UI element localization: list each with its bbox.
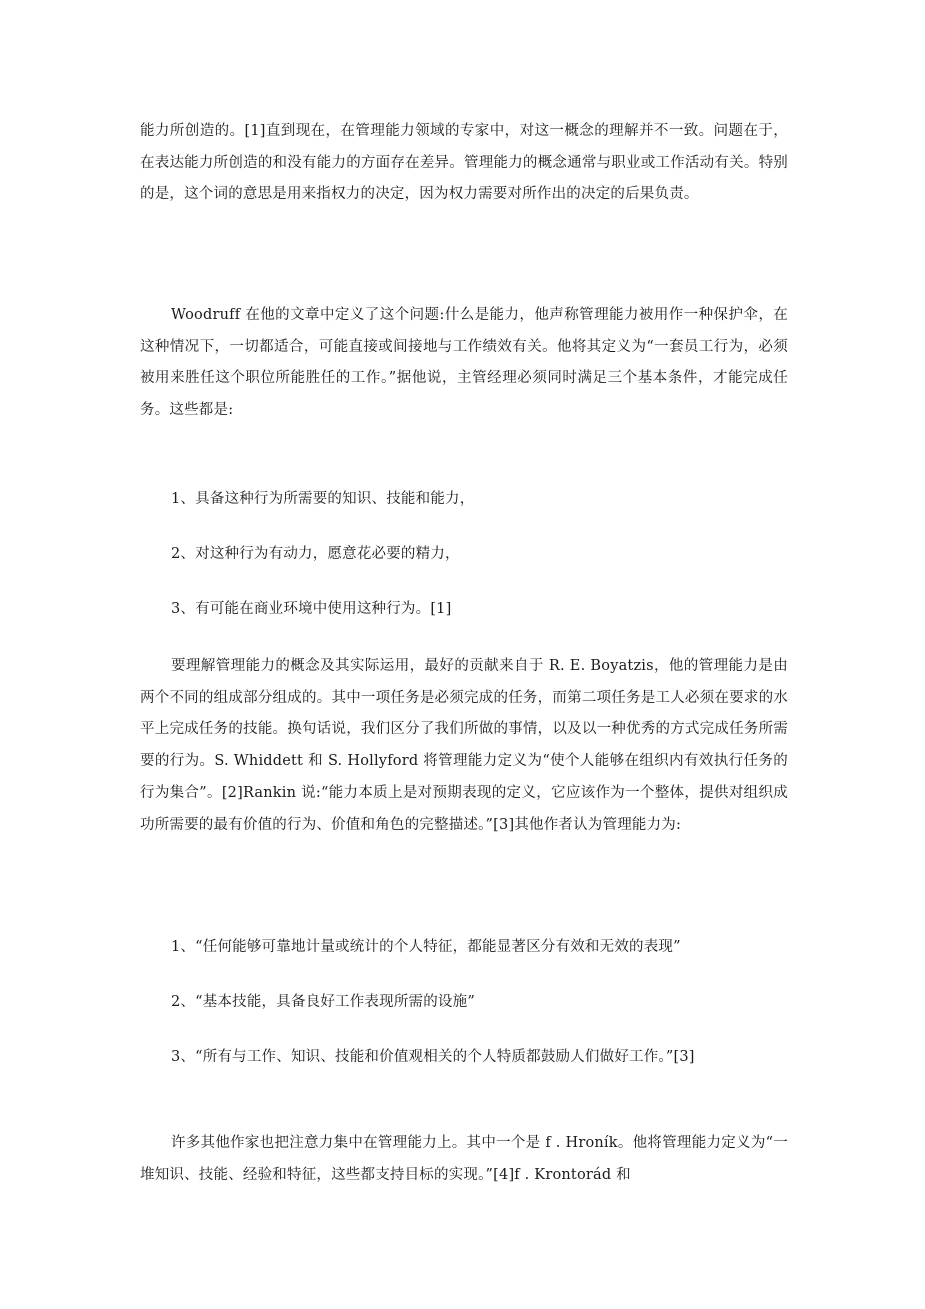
paragraph-management-competence-intro: 能力所创造的。[1]直到现在，在管理能力领域的专家中，对这一概念的理解并不一致。问题在于，在表达能力所创造的和没有能力的方面存在差异。管理能力的概念通常与职业或工作活动有关。特别的是，这个词的意思是用来指权力的决定，因为权力需要对所作出的决定的后果负责。 (140, 123, 788, 203)
list-item-condition-1: 1、具备这种行为所需要的知识、技能和能力， (171, 491, 475, 507)
paragraph-woodruff-definition: Woodruff 在他的文章中定义了这个问题:什么是能力，他声称管理能力被用作一种保护伞，在这种情况下，一切都适合，可能直接或间接地与工作绩效有关。他将其定义为“一套员工行为，必须被用来胜任这个职位所能胜任的工作。”据他说，主管经理必须同时满足三个基本条件，才能完成任务。这些都是: (140, 307, 788, 419)
list-item-author-definition-2: 2、“基本技能，具备良好工作表现所需的设施” (171, 994, 475, 1010)
list-item-author-definition-1: 1、“任何能够可靠地计量或统计的个人特征，都能显著区分有效和无效的表现” (171, 939, 681, 955)
paragraph-boyatzis-definition: 要理解管理能力的概念及其实际运用，最好的贡献来自于 R. E. Boyatzis，他的管理能力是由两个不同的组成部分组成的。其中一项任务是必须完成的任务，而第二项任务是工人必须在要求的水平上完成任务的技能。换句话说，我们区分了我们所做的事情，以及以一种优秀的方式完成任务所需要的行为。S. Whiddett 和 S. Hollyford 将管理能力定义为“使个人能够在组织内有效执行任务的行为集合”。[2]Rankin 说:“能力本质上是对预期表现的定义，它应该作为一个整体，提供对组织成功所需要的最有价值的行为、价值和角色的完整描述。”[3]其他作者认为管理能力为: (140, 658, 788, 833)
list-item-condition-3: 3、有可能在商业环境中使用这种行为。[1] (171, 601, 452, 617)
paragraph-hronik-definition: 许多其他作家也把注意力集中在管理能力上。其中一个是 f . Hroník。他将管理能力定义为“一堆知识、技能、经验和特征，这些都支持目标的实现。”[4]f . Krontorád 和 (140, 1135, 788, 1183)
list-item-condition-2: 2、对这种行为有动力，愿意花必要的精力， (171, 546, 460, 562)
list-item-author-definition-3: 3、“所有与工作、知识、技能和价值观相关的个人特质都鼓励人们做好工作。”[3] (171, 1049, 695, 1065)
